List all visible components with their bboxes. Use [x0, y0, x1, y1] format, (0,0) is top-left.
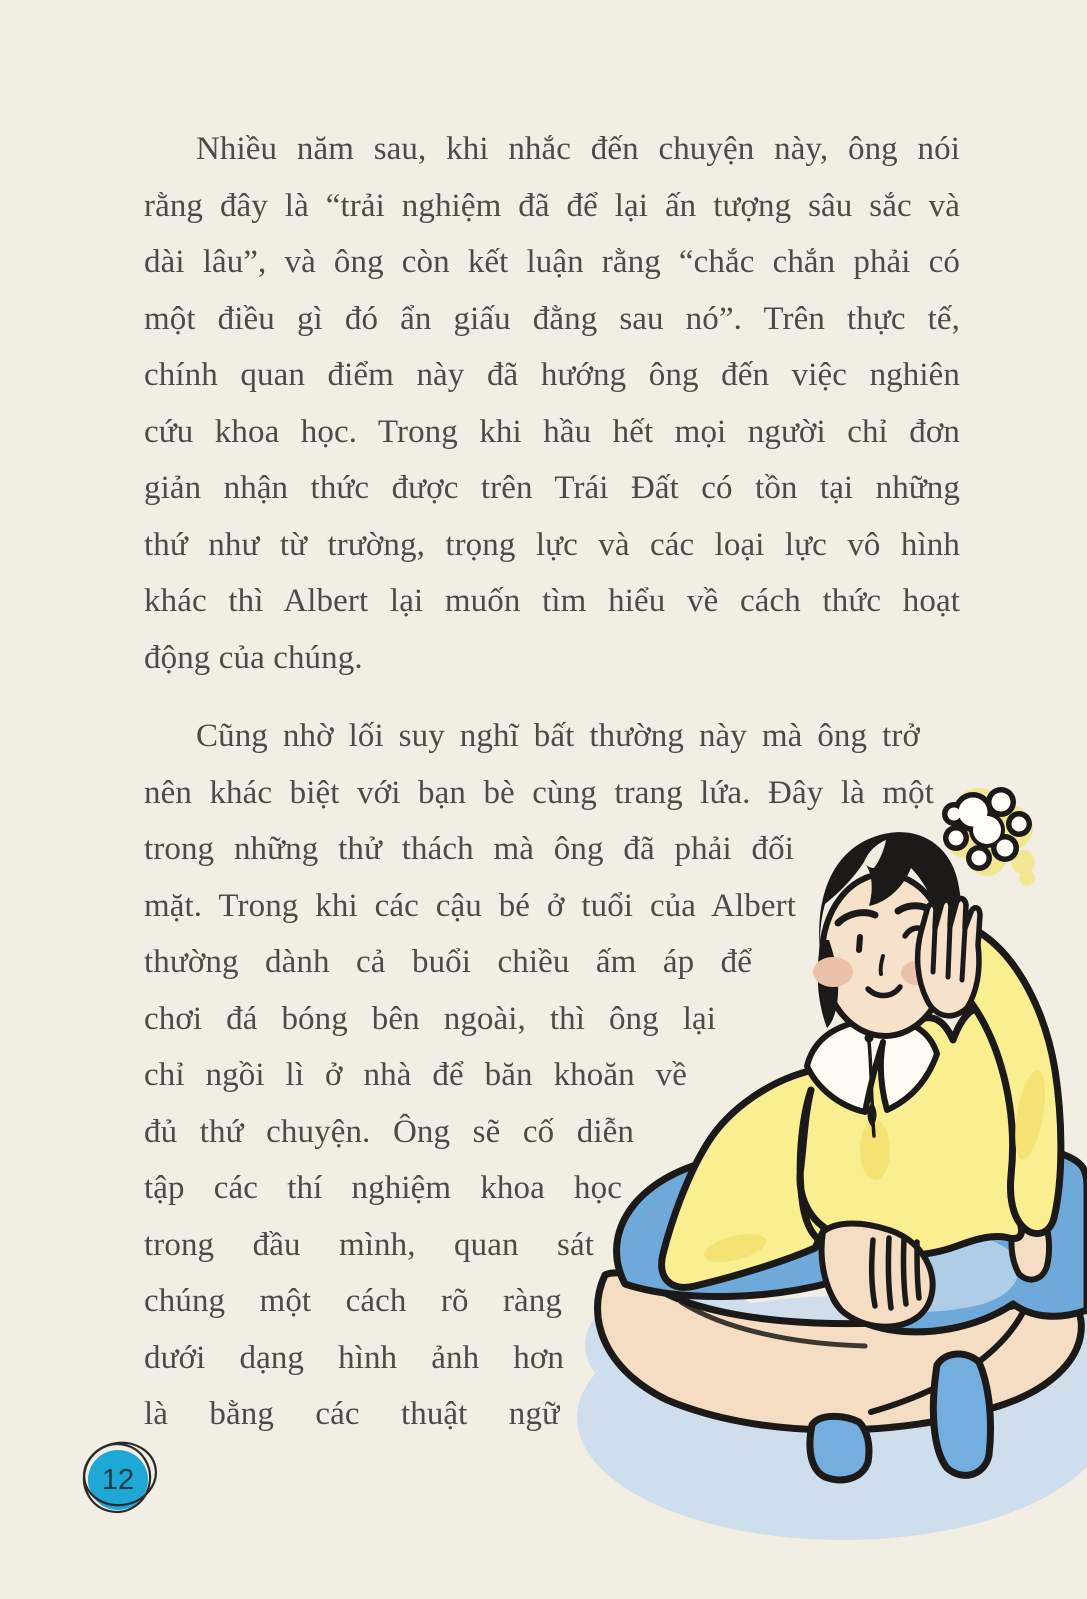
text-line: là bằng các thuật ngữ [144, 1396, 560, 1432]
text-line: một điều gì đó ẩn giấu đằng sau nó”. Trên thực tế, [144, 300, 960, 337]
nose [881, 956, 883, 974]
hand-on-cheek [918, 898, 980, 1015]
page-number: 12 [101, 1463, 135, 1496]
text-line: trong đầu mình, quan sát [144, 1226, 594, 1263]
text-line: khác thì Albert lại muốn tìm hiểu về cách thức hoạt [144, 583, 960, 619]
text-line: chơi đá bóng bên ngoài, thì ông lại [144, 1000, 716, 1037]
eye-left [859, 937, 860, 950]
text-line: chỉ ngồi lì ở nhà để băn khoăn về [144, 1057, 687, 1093]
text-line: mặt. Trong khi các cậu bé ở tuổi của Albert [144, 887, 796, 924]
text-line: dưới dạng hình ảnh hơn [144, 1339, 564, 1376]
text-line: tập các thí nghiệm khoa học [144, 1170, 622, 1206]
text-line: thường dành cả buổi chiều ấm áp để [144, 944, 752, 980]
text-line: động của chúng. [144, 639, 363, 676]
text-line: giản nhận thức được trên Trái Đất có tồn tại những [144, 470, 960, 506]
text-line: cứu khoa học. Trong khi hầu hết mọi người chỉ đơn [144, 413, 960, 450]
text-line: đủ thứ chuyện. Ông sẽ cố diễn [144, 1113, 634, 1150]
paragraph-1 [144, 121, 974, 686]
text-line: thứ như từ trường, trọng lực và các loại lực vô hình [144, 526, 960, 563]
text-line: chúng một cách rõ ràng [144, 1283, 562, 1319]
text-line: dài lâu”, và ông còn kết luận rằng “chắc chắn phải có [144, 244, 960, 280]
text-line: nên khác biệt với bạn bè cùng trang lứa. Đây là một [144, 774, 934, 811]
blush-left [813, 957, 853, 987]
text-line: Cũng nhờ lối suy nghĩ bất thường này mà ông trở [196, 718, 920, 754]
text-line: chính quan điểm này đã hướng ông đến việc nghiên [144, 357, 960, 393]
text-line: Nhiều năm sau, khi nhắc đến chuyện này, ông nói [196, 131, 960, 167]
text-line: rằng đây là “trải nghiệm đã để lại ấn tượng sâu sắc và [144, 187, 960, 224]
text-line: trong những thử thách mà ông đã phải đối [144, 831, 794, 867]
thought-puff-icon [942, 787, 1035, 886]
page-number-badge [70, 1430, 166, 1526]
illustration-daydreaming-child [575, 770, 1087, 1599]
